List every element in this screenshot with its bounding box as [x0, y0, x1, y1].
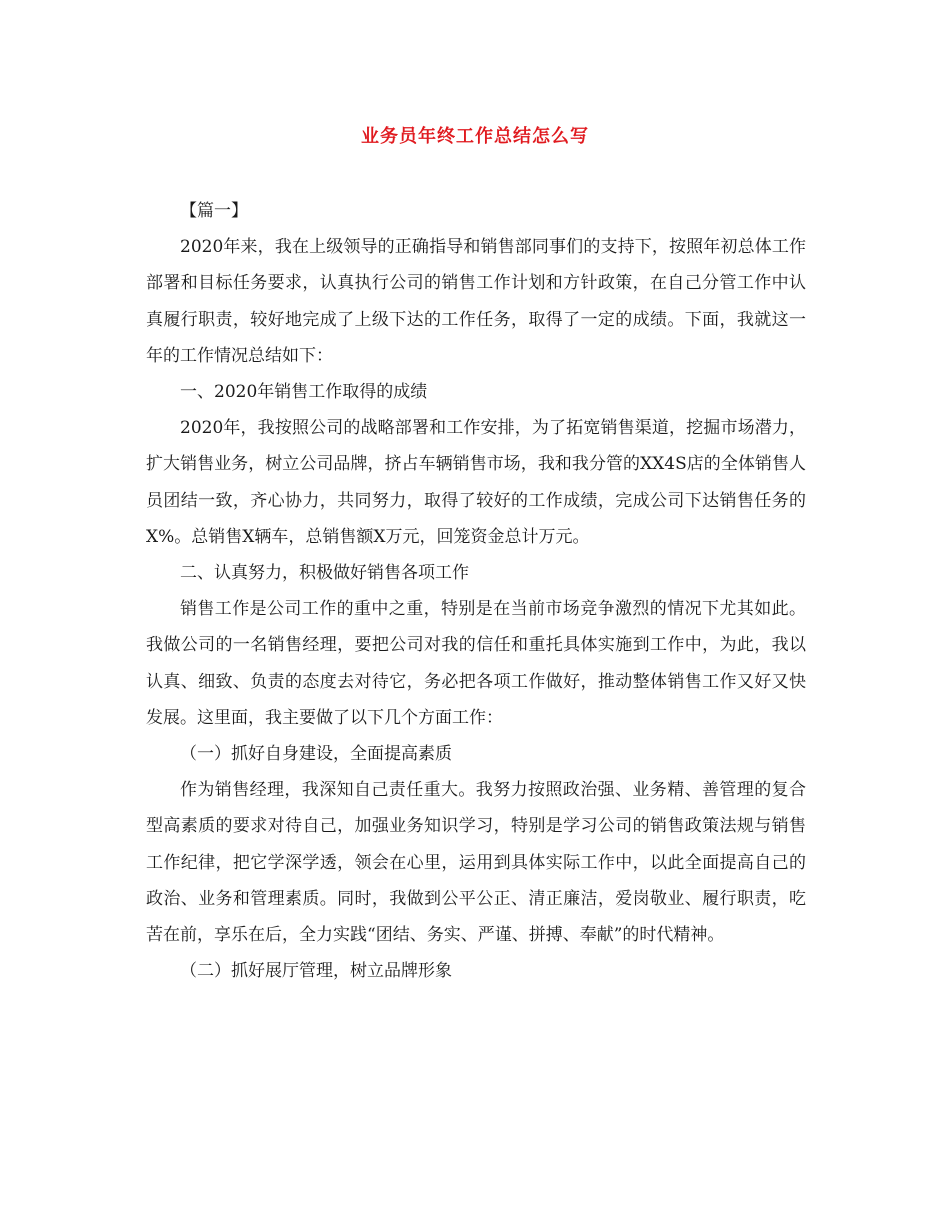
subsection-heading-showroom: （二）抓好展厅管理，树立品牌形象 [180, 961, 452, 982]
intro-paragraph: 2020年来，我在上级领导的正确指导和销售部同事们的支持下，按照年初总体工作部署和目标任务要求，认真执行公司的销售工作计划和方针政策，在自己分管工作中认真履行职责，较好地完成了上级下达的工作任务，取得了一定的成绩。下面，我就这一年的工作情况总结如下： [146, 237, 806, 366]
subsection-heading-self-building: （一）抓好自身建设，全面提高素质 [180, 744, 452, 765]
self-building-paragraph: 作为销售经理，我深知自己责任重大。我努力按照政治强、业务精、善管理的复合型高素质的要求对待自己，加强业务知识学习，特别是学习公司的销售政策法规与销售工作纪律，把它学深学透，领会在心里，运用到具体实际工作中，以此全面提高自己的政治、业务和管理素质。同时，我做到公平公正、清正廉洁，爱岗敬业、履行职责，吃苦在前，享乐在后，全力实践“团结、务实、严谨、拼搏、奉献”的时代精神。 [146, 780, 806, 946]
achievements-paragraph: 2020年，我按照公司的战略部署和工作安排，为了拓宽销售渠道，挖掘市场潜力，扩大销售业务，树立公司品牌，挤占车辆销售市场，我和我分管的XX4S店的全体销售人员团结一致，齐心协力，共同努力，取得了较好的工作成绩，完成公司下达销售任务的X%。总销售X辆车，总销售额X万元，回笼资金总计万元。 [146, 418, 806, 547]
document-body [146, 193, 806, 989]
section-heading-achievements: 一、2020年销售工作取得的成绩 [180, 382, 428, 403]
document-title: 业务员年终工作总结怎么写 [361, 126, 589, 147]
sales-work-paragraph: 销售工作是公司工作的重中之重，特别是在当前市场竞争激烈的情况下尤其如此。我做公司的一名销售经理，要把公司对我的信任和重托具体实施到工作中，为此，我以认真、细致、负责的态度去对待它，务必把各项工作做好，推动整体销售工作又好又快发展。这里面，我主要做了以下几个方面工作： [146, 599, 806, 728]
section-heading-sales-work: 二、认真努力，积极做好销售各项工作 [180, 563, 469, 584]
section-heading-part-one: 【篇一】 [180, 201, 248, 221]
